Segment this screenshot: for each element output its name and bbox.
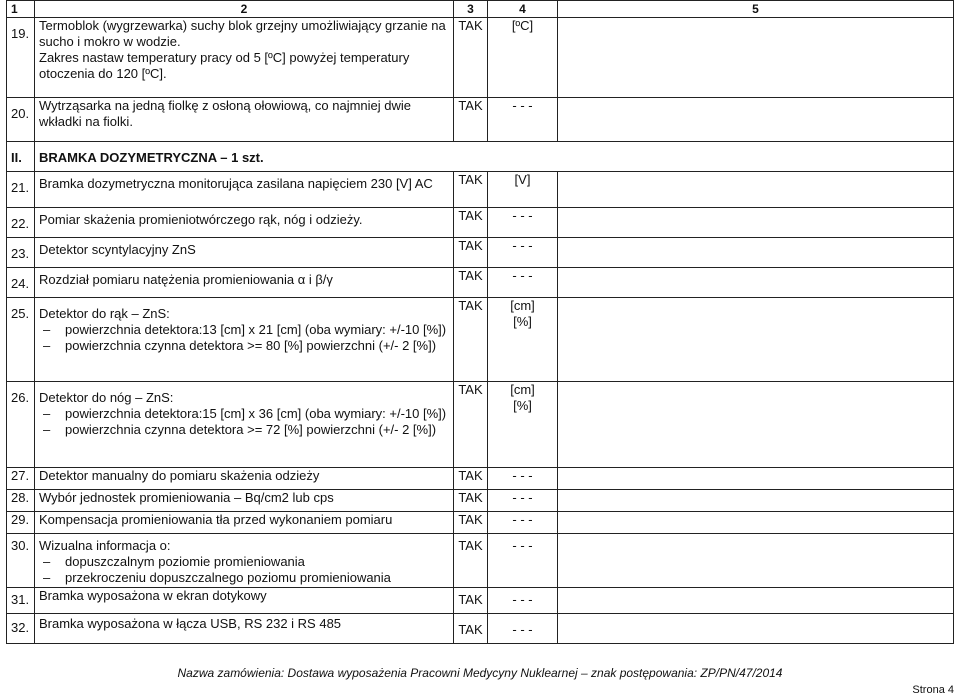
row-number: 30. (7, 534, 35, 588)
row-title: Detektor do rąk – ZnS: (39, 306, 170, 321)
row-unit: - - - (488, 490, 558, 512)
row-bullet-list (39, 406, 449, 438)
row-title: Detektor do nóg – ZnS: (39, 390, 174, 405)
row-number: 27. (7, 468, 35, 490)
table-row (7, 208, 954, 238)
header-col-4: 4 (488, 1, 558, 18)
table-row (7, 172, 954, 208)
row-empty-cell[interactable] (558, 534, 954, 588)
row-value: TAK (454, 298, 488, 382)
row-bullet-list (39, 554, 449, 586)
row-number: 23. (7, 238, 35, 268)
row-unit: - - - (488, 614, 558, 644)
list-item: – powierzchnia detektora:15 [cm] x 36 [cm] (oba wymiary: +/-10 [%]) (39, 406, 449, 422)
row-empty-cell[interactable] (558, 172, 954, 208)
table-row (7, 268, 954, 298)
row-description: Wybór jednostek promieniowania – Bq/cm2 lub cps (35, 490, 454, 512)
row-number: 24. (7, 268, 35, 298)
row-unit: [V] (488, 172, 558, 208)
row-description (35, 298, 454, 382)
row-value: TAK (454, 614, 488, 644)
table-row (7, 614, 954, 644)
row-value: TAK (454, 238, 488, 268)
row-number: 25. (7, 298, 35, 382)
row-value: TAK (454, 490, 488, 512)
row-unit (488, 298, 558, 382)
row-unit: - - - (488, 98, 558, 142)
table-row (7, 98, 954, 142)
row-description: Bramka wyposażona w łącza USB, RS 232 i RS 485 (35, 614, 454, 644)
section-row (7, 142, 954, 172)
table-row (7, 18, 954, 98)
row-unit: [ºC] (488, 18, 558, 98)
row-unit: - - - (488, 588, 558, 614)
row-number: 22. (7, 208, 35, 238)
row-value: TAK (454, 534, 488, 588)
row-unit: - - - (488, 268, 558, 298)
row-empty-cell[interactable] (558, 208, 954, 238)
row-line: Termoblok (wygrzewarka) suchy blok grzejny umożliwiający grzanie na sucho i mokro w wodzie. (39, 18, 446, 49)
row-number: 20. (7, 98, 35, 142)
row-description: Pomiar skażenia promieniotwórczego rąk, nóg i odzieży. (35, 208, 454, 238)
row-description (35, 382, 454, 468)
table-row (7, 298, 954, 382)
table-row (7, 588, 954, 614)
row-number: 21. (7, 172, 35, 208)
header-col-3: 3 (454, 1, 488, 18)
table-row (7, 238, 954, 268)
table-row (7, 468, 954, 490)
row-value: TAK (454, 98, 488, 142)
row-empty-cell[interactable] (558, 382, 954, 468)
row-description: Kompensacja promieniowania tła przed wykonaniem pomiaru (35, 512, 454, 534)
row-value: TAK (454, 588, 488, 614)
document-footer: Nazwa zamówienia: Dostawa wyposażenia Pracowni Medycyny Nuklearnej – znak postępowania: ZP/PN/47/2014 (177, 666, 783, 680)
row-empty-cell[interactable] (558, 614, 954, 644)
row-value: TAK (454, 18, 488, 98)
row-unit: - - - (488, 468, 558, 490)
unit-line: [cm] (510, 298, 535, 313)
row-unit: - - - (488, 512, 558, 534)
table-row (7, 534, 954, 588)
row-number: 28. (7, 490, 35, 512)
row-description: Bramka dozymetryczna monitorująca zasilana napięciem 230 [V] AC (35, 172, 454, 208)
list-item: – powierzchnia czynna detektora >= 72 [%] powierzchni (+/- 2 [%]) (39, 422, 449, 438)
row-value: TAK (454, 268, 488, 298)
row-empty-cell[interactable] (558, 18, 954, 98)
page-number: Strona 4 (912, 684, 954, 696)
list-item: – dopuszczalnym poziomie promieniowania (39, 554, 449, 570)
unit-line: [%] (513, 314, 532, 329)
row-description: Wytrząsarka na jedną fiolkę z osłoną ołowiową, co najmniej dwie wkładki na fiolki. (35, 98, 454, 142)
row-value: TAK (454, 172, 488, 208)
row-empty-cell[interactable] (558, 238, 954, 268)
table-row (7, 382, 954, 468)
row-empty-cell[interactable] (558, 588, 954, 614)
section-title: BRAMKA DOZYMETRYCZNA – 1 szt. (35, 142, 954, 172)
header-col-1: 1 (7, 1, 35, 18)
row-description: Detektor manualny do pomiaru skażenia odzieży (35, 468, 454, 490)
row-empty-cell[interactable] (558, 490, 954, 512)
row-value: TAK (454, 382, 488, 468)
row-description (35, 534, 454, 588)
row-description (35, 18, 454, 98)
header-col-5: 5 (558, 1, 954, 18)
row-empty-cell[interactable] (558, 468, 954, 490)
section-number: II. (7, 142, 35, 172)
row-title: Wizualna informacja o: (39, 538, 171, 553)
row-value: TAK (454, 512, 488, 534)
specification-table (6, 0, 954, 644)
row-number: 31. (7, 588, 35, 614)
table-header-row (7, 1, 954, 18)
row-description: Rozdział pomiaru natężenia promieniowania α i β/γ (35, 268, 454, 298)
row-empty-cell[interactable] (558, 298, 954, 382)
row-bullet-list (39, 322, 449, 354)
row-unit: - - - (488, 534, 558, 588)
list-item: – powierzchnia czynna detektora >= 80 [%] powierzchni (+/- 2 [%]) (39, 338, 449, 354)
row-description: Bramka wyposażona w ekran dotykowy (35, 588, 454, 614)
table-row (7, 512, 954, 534)
list-item: – przekroczeniu dopuszczalnego poziomu promieniowania (39, 570, 449, 586)
list-item: – powierzchnia detektora:13 [cm] x 21 [cm] (oba wymiary: +/-10 [%]) (39, 322, 449, 338)
row-empty-cell[interactable] (558, 98, 954, 142)
row-line: Zakres nastaw temperatury pracy od 5 [ºC] powyżej temperatury otoczenia do 120 [ºC]. (39, 50, 410, 81)
unit-line: [%] (513, 398, 532, 413)
row-number: 19. (7, 18, 35, 98)
row-unit: - - - (488, 208, 558, 238)
row-empty-cell[interactable] (558, 268, 954, 298)
row-value: TAK (454, 468, 488, 490)
row-description: Detektor scyntylacyjny ZnS (35, 238, 454, 268)
header-col-2: 2 (35, 1, 454, 18)
unit-line: [cm] (510, 382, 535, 397)
row-empty-cell[interactable] (558, 512, 954, 534)
table-row (7, 490, 954, 512)
row-value: TAK (454, 208, 488, 238)
row-unit: - - - (488, 238, 558, 268)
row-number: 26. (7, 382, 35, 468)
row-number: 32. (7, 614, 35, 644)
row-number: 29. (7, 512, 35, 534)
row-unit (488, 382, 558, 468)
